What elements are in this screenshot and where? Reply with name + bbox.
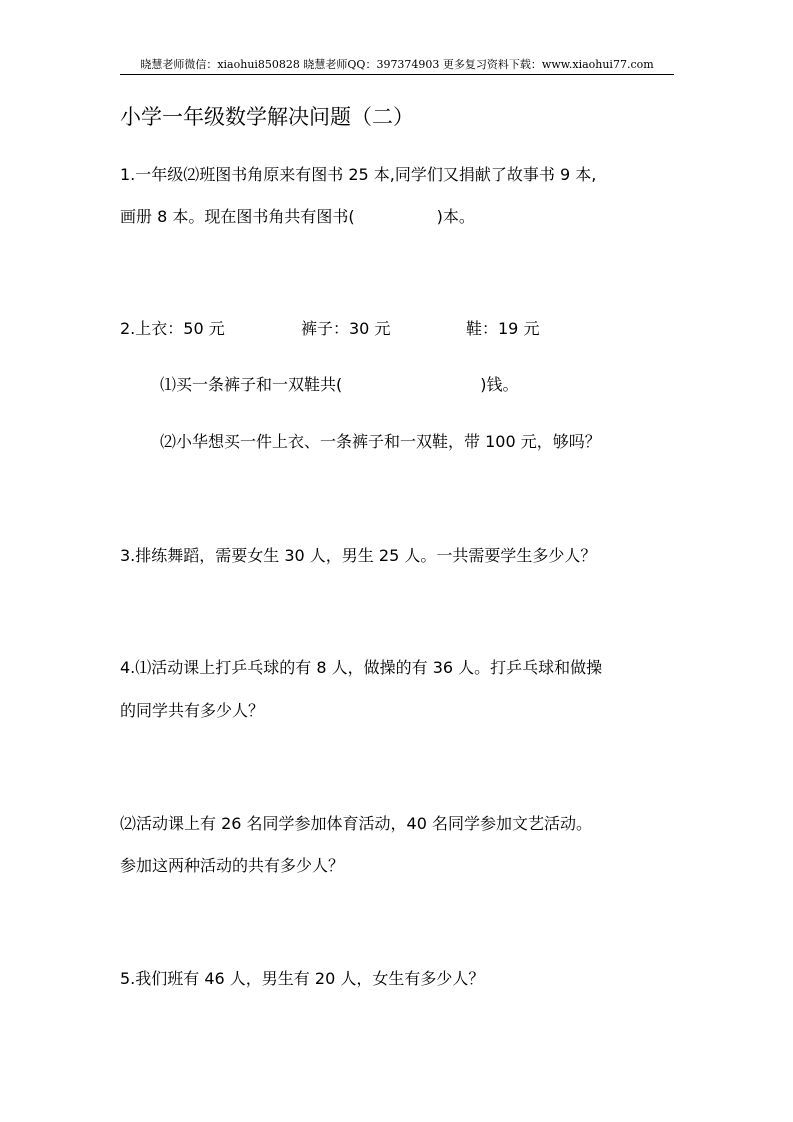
question-4-part-2-line-1: ⑵活动课上有 26 名同学参加体育活动，40 名同学参加文艺活动。 (120, 814, 592, 833)
question-2-sub-1-text-after-blank: )钱。 (480, 375, 519, 394)
question-1-line-2 (120, 205, 475, 229)
question-2-sub-1 (160, 373, 519, 397)
question-5: 5.我们班有 46 人，男生有 20 人，女生有多少人？ (120, 969, 485, 988)
question-2-item-coat: 2.上衣：50 元 (120, 319, 225, 338)
question-4-part-2-line-2: 参加这两种活动的共有多少人？ (120, 856, 345, 875)
question-2-sub-1-text-before-blank: ⑴买一条裤子和一双鞋共( (160, 375, 343, 394)
question-1-line-1: 1.一年级⑵班图书角原来有图书 25 本,同学们又捐献了故事书 9 本, (120, 165, 597, 184)
page-title: 小学一年级数学解决问题（二） (120, 105, 414, 129)
question-1-text-before-blank: 画册 8 本。现在图书角共有图书( (120, 207, 355, 226)
question-2-sub-2: ⑵小华想买一件上衣、一条裤子和一双鞋，带 100 元，够吗？ (160, 432, 601, 451)
question-4-part-1-line-1: 4.⑴活动课上打乒乓球的有 8 人，做操的有 36 人。打乒乓球和做操 (120, 658, 603, 677)
question-3: 3.排练舞蹈，需要女生 30 人，男生 25 人。一共需要学生多少人？ (120, 546, 597, 565)
question-2-item-pants: 裤子：30 元 (301, 319, 391, 338)
question-1-text-after-blank: )本。 (436, 207, 475, 226)
question-4-part-1-line-2: 的同学共有多少人？ (120, 701, 265, 720)
page-header: 晓慧老师微信：xiaohui850828 晓慧老师QQ：397374903 更多复习资料下载：www.xiaohui77.com (120, 56, 674, 75)
question-2-item-shoes: 鞋：19 元 (466, 319, 540, 338)
